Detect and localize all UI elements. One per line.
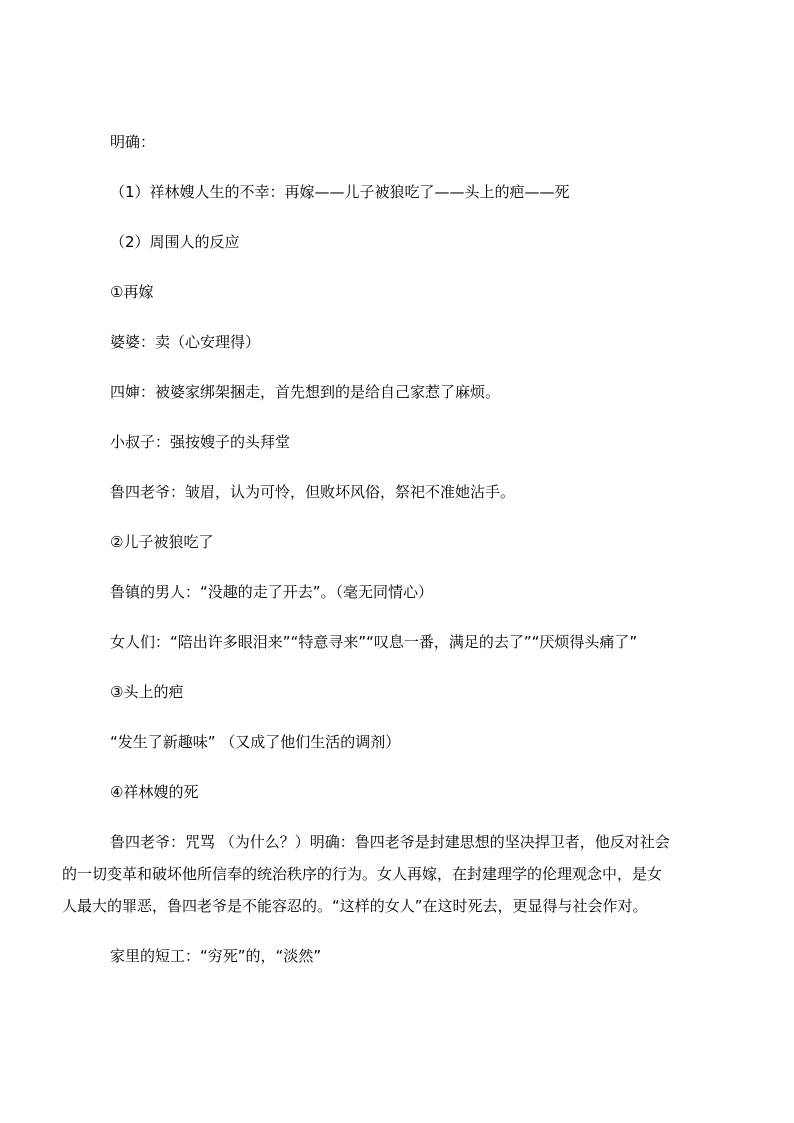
paragraph-line-3: 人最大的罪恶，鲁四老爷是不能容忍的。“这样的女人”在这时死去，更显得与社会作对。 xyxy=(62,897,648,915)
section-death: ④祥林嫂的死 xyxy=(110,783,199,801)
line-fourth-aunt: 四婶：被婆家绑架捆走，首先想到的是给自己家惹了麻烦。 xyxy=(110,383,501,401)
section-son-eaten: ②儿子被狼吃了 xyxy=(110,533,214,551)
paragraph-line-2: 的一切变革和破坏他所信奉的统治秩序的行为。女人再嫁，在封建理学的伦理观念中，是女 xyxy=(62,865,663,883)
line-women: 女人们：“陪出许多眼泪来”“特意寻来”“叹息一番，满足的去了”“厌烦得头痛了” xyxy=(110,633,638,651)
line-mother-in-law: 婆婆：卖（心安理得） xyxy=(110,333,261,351)
line-luzhen-men: 鲁镇的男人：“没趣的走了开去”。（毫无同情心） xyxy=(110,583,434,601)
line-brother-in-law: 小叔子：强按嫂子的头拜堂 xyxy=(110,433,291,451)
paragraph-line-1: 鲁四老爷：咒骂 （为什么？）明确：鲁四老爷是封建思想的坚决捍卫者，他反对社会 xyxy=(110,833,670,851)
heading-answer: 明确： xyxy=(110,133,156,151)
item-misfortunes: （1）祥林嫂人生的不幸：再嫁——儿子被狼吃了——头上的疤——死 xyxy=(110,183,570,201)
item-reactions: （2）周围人的反应 xyxy=(110,233,240,251)
section-scar: ③头上的疤 xyxy=(110,683,184,701)
line-master-lu: 鲁四老爷：皱眉，认为可怜，但败坏风俗，祭祀不准她沾手。 xyxy=(110,483,516,501)
section-remarriage: ①再嫁 xyxy=(110,283,154,301)
line-short-term-worker: 家里的短工：“穷死”的，“淡然” xyxy=(110,947,322,965)
line-new-interest: “发生了新趣味” （又成了他们生活的调剂） xyxy=(110,733,401,751)
